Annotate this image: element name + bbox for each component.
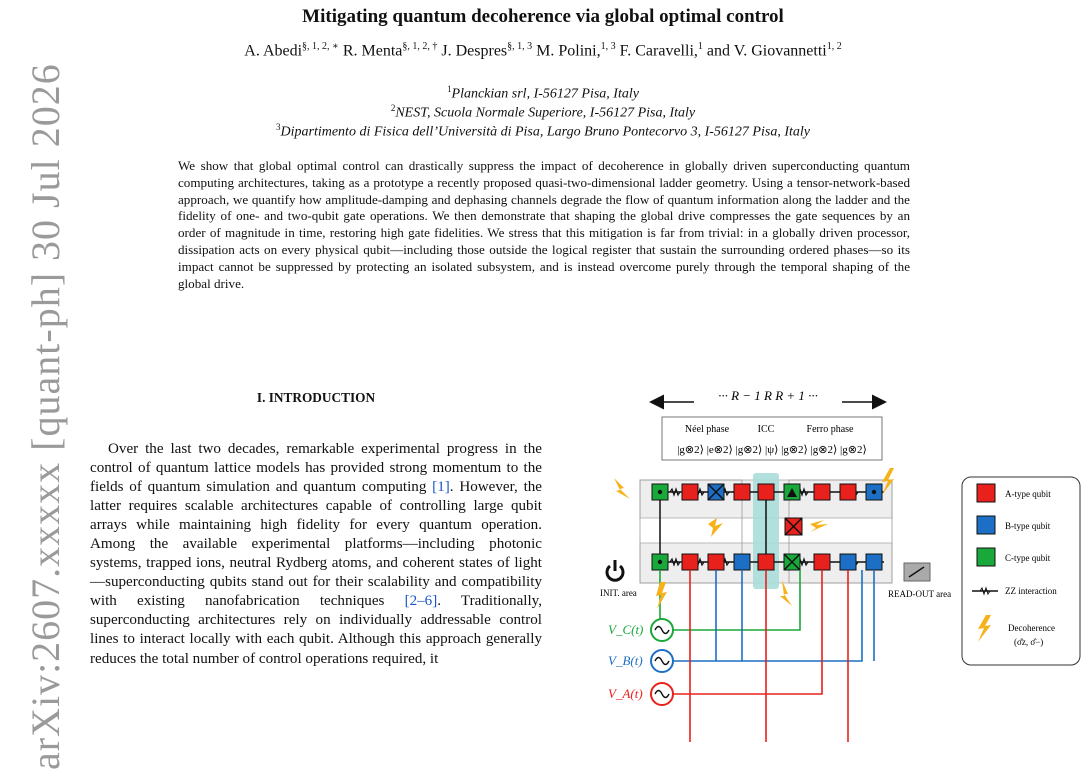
- drive-label-a: V_A(t): [608, 686, 643, 701]
- legend-a-swatch: [977, 484, 995, 502]
- a-type-qubit: [682, 484, 698, 500]
- section-heading: I. INTRODUCTION: [256, 390, 376, 405]
- legend-zz-label: ZZ interaction: [1005, 586, 1057, 596]
- bottom-row-qubits: [652, 554, 882, 570]
- abstract: We show that global optimal control can drastically suppress the impact of decoherence in globally driven superconducting quantum computing architectures, taking as a prototype a recently proposed quasi-two-dimensional ladder geometry. Using a tensor-network-based approach, we quantify how amplitude-damping and dephasing channels degrade the flow of quantum information along the ladder and the fidelity of one- and two-qubit gate operations. We then demonstrate that shaping the global drive compresses the gate sequences by an order of magnitude in time, restoring high gate fidelities. We stress that this mitigation is far from trivial: in a globally driven processor, dissipation acts on every physical qubit—including those outside the logical register that sustain the surrounding ordered phases—so its impact cannot be suppressed by protecting an isolated subsystem, and is instead overcome purely through the temporal shaping of the global drive.: [178, 158, 910, 291]
- a-type-qubit: [758, 554, 774, 570]
- author-marks: §, 1, 2, ∗: [302, 41, 339, 52]
- legend-a-label: A-type qubit: [1005, 489, 1051, 499]
- b-type-qubit: [840, 554, 856, 570]
- author-marks: 1, 3: [600, 41, 616, 52]
- intro-paragraph: Over the last two decades, remarkable experimental progress in the control of quantum lattice models has provided strong momentum to the fields of quantum simulation and quantum computing [1]. However, the latter requires scalable architectures capable of controlling large qubit arrays while maintaining high fidelity for every quantum operation. Among the available experimental platforms—including photonic systems, trapped ions, neutral Rydberg atoms, and coherent states of light—superconducting qubits stand out for their scalability and compatibility with existing nanofabrication techniques [2–6]. Traditionally, superconducting architectures rely on individually addressable control lines to interact locally with each qubit. Although this approach generally reduces the total number of control operations required, it: [90, 441, 543, 667]
- a-type-qubit: [708, 554, 724, 570]
- drive-label-b: V_B(t): [608, 653, 643, 668]
- author-name: J. Despres: [441, 42, 508, 60]
- author-name: A. Abedi: [244, 42, 303, 60]
- init-area-label: INIT. area: [600, 588, 637, 598]
- a-type-qubit: [814, 554, 830, 570]
- affiliation: $^3$Dipartimento di Fisica dell’Università di Pisa, Largo Bruno Pontecorvo 3, I-56127 Pisa, Italy: [276, 122, 810, 140]
- author-name: M. Polini,: [536, 42, 601, 60]
- power-icon: [607, 560, 623, 580]
- author-name: R. Menta: [342, 42, 403, 60]
- citation-link[interactable]: [2–6]: [404, 593, 438, 610]
- arxiv-stamp: arXiv:2607.xxxxx [quant-ph] 30 Jul 2026: [23, 63, 68, 770]
- neel-phase-label: Néel phase: [684, 424, 730, 435]
- a-type-qubit: [758, 484, 774, 500]
- a-type-qubit: [814, 484, 830, 500]
- control-lines: [660, 570, 874, 742]
- a-type-qubit: [682, 554, 698, 570]
- a-type-qubit: [734, 484, 750, 500]
- affiliation: $^2$NEST, Scuola Normale Superiore, I-56127 Pisa, Italy: [390, 103, 696, 121]
- lattice-index-label: ··· R − 1 R R + 1 ···: [718, 388, 818, 403]
- author-name: F. Caravelli,: [619, 42, 698, 60]
- legend-decoherence-ops: (σ̂z, σ̂−): [1014, 637, 1044, 647]
- legend-c-label: C-type qubit: [1005, 553, 1051, 563]
- ferro-phase-label: Ferro phase: [806, 424, 854, 435]
- legend-b-swatch: [977, 516, 995, 534]
- author-marks: §, 1, 3: [507, 41, 533, 52]
- drive-label-c: V_C(t): [608, 622, 644, 637]
- b-type-qubit: [866, 554, 882, 570]
- figure-1: [590, 372, 1086, 742]
- legend-b-label: B-type qubit: [1005, 521, 1051, 531]
- state-kets: |g⊗2⟩ |e⊗2⟩ |g⊗2⟩ |ψ⟩ |g⊗2⟩ |g⊗2⟩ |g⊗2⟩: [677, 444, 867, 456]
- paper-title: Mitigating quantum decoherence via global optimal control: [302, 6, 784, 27]
- readout-meter-icon: [904, 563, 930, 581]
- icc-label: ICC: [757, 424, 775, 435]
- readout-area-label: READ-OUT area: [888, 589, 952, 599]
- author-marks: 1, 2: [826, 41, 842, 52]
- author-list: [0, 41, 1086, 60]
- top-row-qubits: [652, 484, 882, 500]
- b-type-qubit: [734, 554, 750, 570]
- author-marks: §, 1, 2, †: [402, 41, 438, 52]
- legend-decoherence-label: Decoherence: [1008, 623, 1055, 633]
- legend-c-swatch: [977, 548, 995, 566]
- author-marks: 1: [697, 41, 703, 52]
- a-type-qubit: [840, 484, 856, 500]
- affiliation: $^1$Planckian srl, I-56127 Pisa, Italy: [447, 84, 639, 102]
- author-name: and V. Giovannetti: [706, 42, 827, 60]
- citation-link[interactable]: [1]: [432, 479, 450, 496]
